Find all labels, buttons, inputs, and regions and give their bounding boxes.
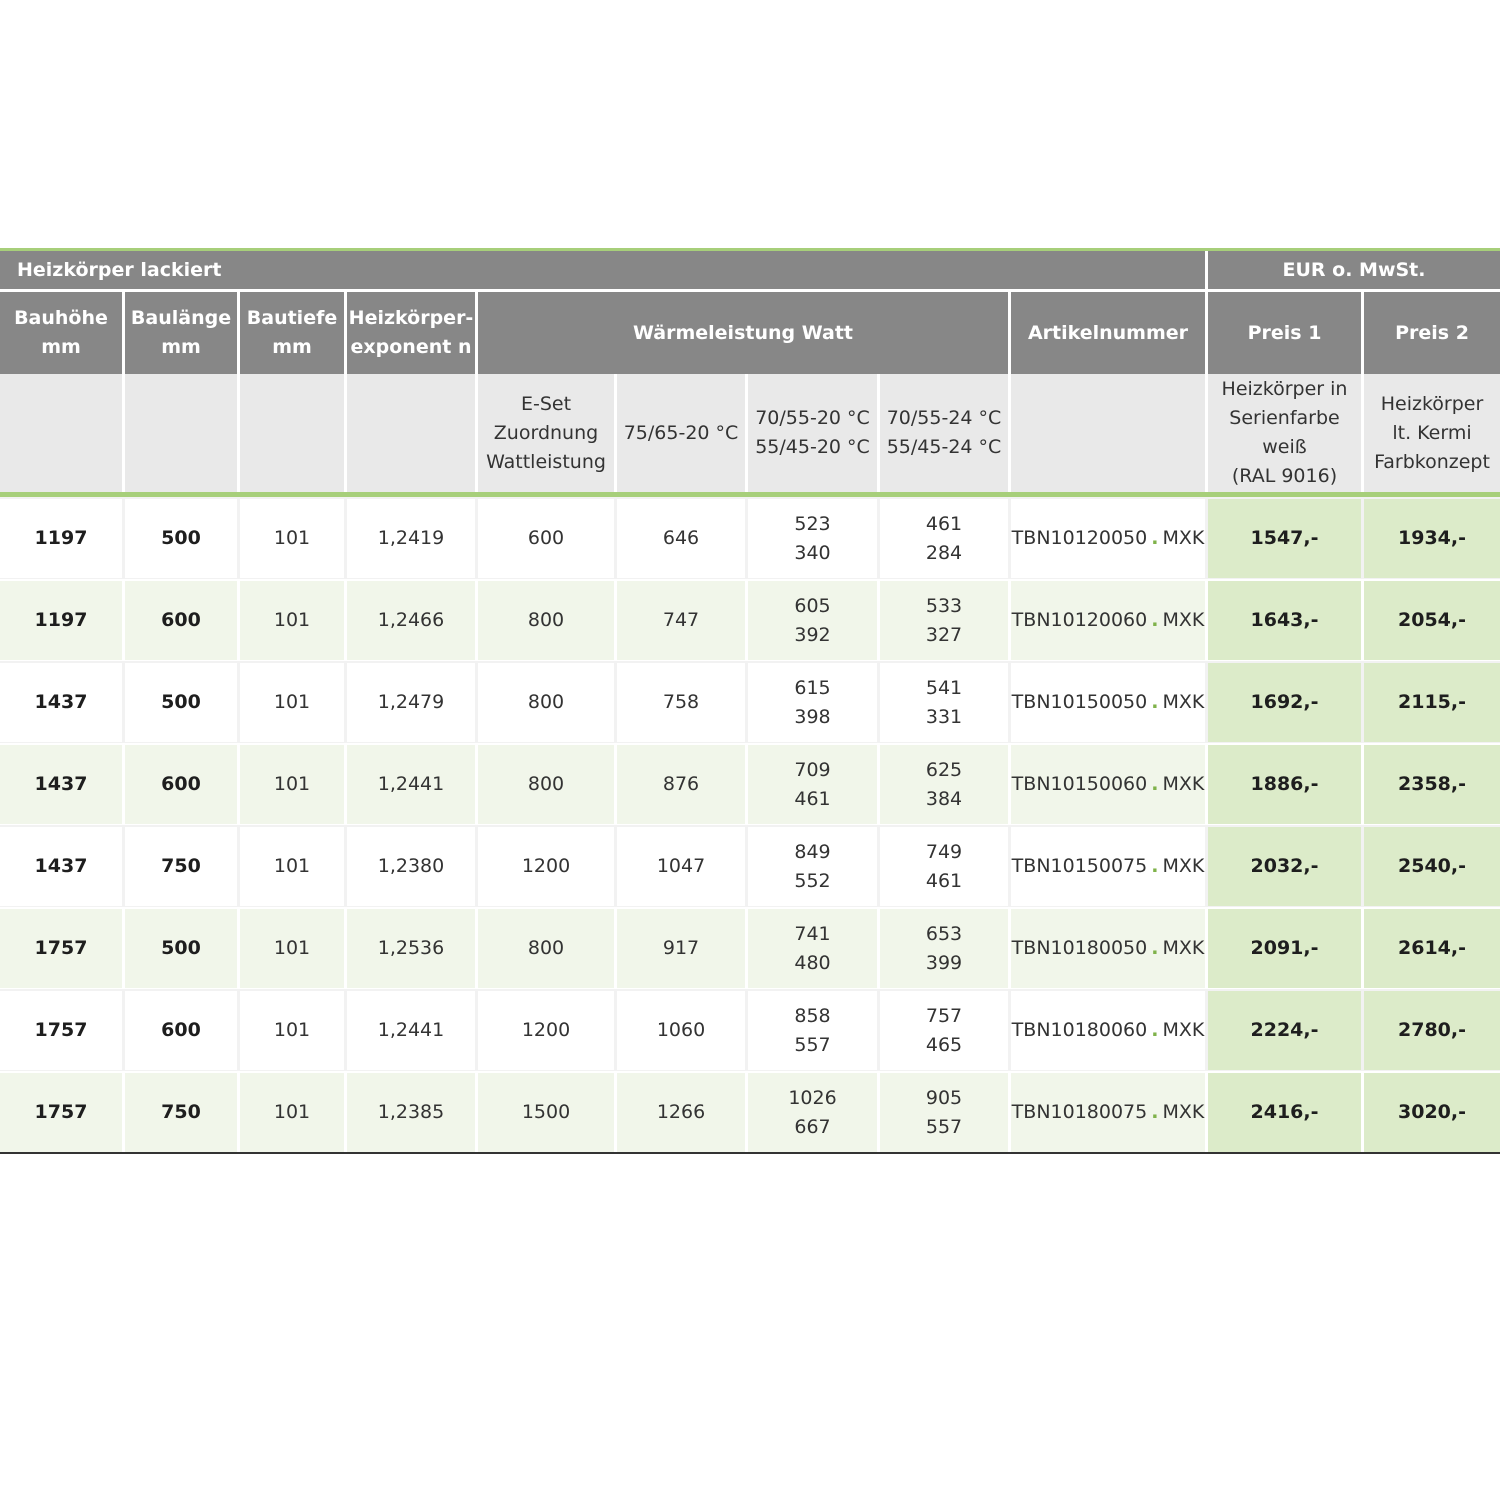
cell-t: 101 bbox=[240, 827, 344, 906]
subheader-preis2-line1: Heizkörper bbox=[1380, 392, 1484, 415]
article-number-suffix: MXK bbox=[1162, 855, 1205, 877]
col-header-bauhoehe-line1: Bauhöhe bbox=[14, 307, 108, 329]
col-header-baulaenge-line1: Baulänge bbox=[130, 307, 232, 329]
cell-w70-line1: 709 bbox=[794, 758, 831, 781]
cell-art bbox=[1011, 499, 1205, 578]
subheader-eset-line1: E-Set bbox=[520, 392, 572, 415]
cell-w24-line2: 284 bbox=[925, 541, 963, 564]
cell-w24 bbox=[880, 1073, 1008, 1152]
cell-h: 1437 bbox=[0, 827, 122, 906]
cell-t: 101 bbox=[240, 499, 344, 578]
cell-eset: 1200 bbox=[478, 991, 614, 1070]
cell-l: 600 bbox=[125, 991, 237, 1070]
col-header-bauhoehe-line2: mm bbox=[41, 336, 81, 358]
subheader-preis2 bbox=[1364, 374, 1500, 492]
cell-w70 bbox=[748, 909, 877, 988]
cell-w24-line1: 653 bbox=[925, 922, 963, 945]
cell-w75: 646 bbox=[617, 499, 745, 578]
article-number-suffix: MXK bbox=[1162, 691, 1205, 713]
article-number-base: TBN10150060 bbox=[1011, 773, 1148, 795]
cell-n: 1,2479 bbox=[347, 663, 475, 742]
separator-dot-icon: . bbox=[1151, 855, 1159, 877]
cell-w24-line2: 399 bbox=[925, 951, 963, 974]
article-number-base: TBN10120060 bbox=[1011, 609, 1148, 631]
cell-w75: 758 bbox=[617, 663, 745, 742]
cell-w70-line2: 340 bbox=[794, 541, 831, 564]
cell-p2: 2115,- bbox=[1364, 663, 1500, 742]
col-header-exponent-line2: exponent n bbox=[350, 336, 472, 358]
col-header-exponent-line1: Heizkörper- bbox=[348, 307, 474, 329]
cell-w24-line1: 533 bbox=[925, 594, 963, 617]
subheader-preis1 bbox=[1208, 374, 1361, 492]
article-number-base: TBN10150075 bbox=[1011, 855, 1148, 877]
cell-w70-line1: 615 bbox=[794, 676, 831, 699]
cell-h: 1757 bbox=[0, 991, 122, 1070]
subheader-t70-20-line1: 70/55-20 °C bbox=[755, 407, 870, 429]
cell-w24 bbox=[880, 745, 1008, 824]
article-number-base: TBN10180075 bbox=[1011, 1101, 1148, 1123]
cell-t: 101 bbox=[240, 581, 344, 660]
col-header-preis1: Preis 1 bbox=[1208, 292, 1361, 374]
cell-p1: 1643,- bbox=[1208, 581, 1361, 660]
subheader-eset-line3: Wattleistung bbox=[486, 450, 606, 473]
cell-w70-line1: 849 bbox=[794, 840, 831, 863]
cell-h: 1757 bbox=[0, 1073, 122, 1152]
cell-t: 101 bbox=[240, 991, 344, 1070]
cell-p1: 2032,- bbox=[1208, 827, 1361, 906]
cell-l: 500 bbox=[125, 663, 237, 742]
cell-w70-line1: 858 bbox=[794, 1004, 831, 1027]
subheader-empty-2 bbox=[125, 374, 237, 492]
cell-w24-line2: 557 bbox=[925, 1115, 963, 1138]
cell-w70 bbox=[748, 581, 877, 660]
subheader-t70-24 bbox=[880, 374, 1008, 492]
cell-w75: 1266 bbox=[617, 1073, 745, 1152]
cell-w24 bbox=[880, 499, 1008, 578]
cell-eset: 1500 bbox=[478, 1073, 614, 1152]
cell-p2: 1934,- bbox=[1364, 499, 1500, 578]
table-title: Heizkörper lackiert bbox=[0, 251, 1205, 289]
cell-w24-line2: 384 bbox=[925, 787, 963, 810]
article-number-suffix: MXK bbox=[1162, 1019, 1205, 1041]
col-header-baulaenge-line2: mm bbox=[161, 336, 201, 358]
cell-p2: 2358,- bbox=[1364, 745, 1500, 824]
cell-p2: 2780,- bbox=[1364, 991, 1500, 1070]
cell-w24-line2: 331 bbox=[925, 705, 963, 728]
cell-w70-line1: 605 bbox=[794, 594, 831, 617]
cell-w70-line2: 398 bbox=[794, 705, 831, 728]
col-header-waermeleistung: Wärmeleistung Watt bbox=[478, 292, 1008, 374]
col-header-artikelnummer: Artikelnummer bbox=[1011, 292, 1205, 374]
cell-l: 500 bbox=[125, 499, 237, 578]
subheader-empty-3 bbox=[240, 374, 344, 492]
subheader-empty-1 bbox=[0, 374, 122, 492]
cell-eset: 800 bbox=[478, 909, 614, 988]
cell-eset: 600 bbox=[478, 499, 614, 578]
article-number-suffix: MXK bbox=[1162, 609, 1205, 631]
separator-dot-icon: . bbox=[1151, 691, 1159, 713]
col-header-bauhoehe bbox=[0, 292, 122, 374]
cell-w24-line1: 749 bbox=[925, 840, 963, 863]
cell-w24 bbox=[880, 909, 1008, 988]
cell-t: 101 bbox=[240, 1073, 344, 1152]
cell-w70-line2: 392 bbox=[794, 623, 831, 646]
cell-p2: 2054,- bbox=[1364, 581, 1500, 660]
cell-h: 1437 bbox=[0, 745, 122, 824]
cell-h: 1197 bbox=[0, 581, 122, 660]
subheader-empty-4 bbox=[347, 374, 475, 492]
cell-w70 bbox=[748, 827, 877, 906]
cell-w70-line2: 480 bbox=[794, 951, 831, 974]
article-number-base: TBN10120050 bbox=[1011, 527, 1148, 549]
separator-dot-icon: . bbox=[1151, 937, 1159, 959]
subheader-t70-24-line1: 70/55-24 °C bbox=[886, 407, 1002, 429]
cell-w24-line1: 461 bbox=[925, 512, 963, 535]
cell-n: 1,2466 bbox=[347, 581, 475, 660]
subheader-preis2-line2: lt. Kermi bbox=[1392, 421, 1472, 444]
cell-w24-line1: 541 bbox=[925, 676, 963, 699]
cell-l: 600 bbox=[125, 581, 237, 660]
cell-l: 750 bbox=[125, 1073, 237, 1152]
cell-eset: 800 bbox=[478, 581, 614, 660]
subheader-t70-20 bbox=[748, 374, 877, 492]
subheader-t75: 75/65-20 °C bbox=[617, 374, 745, 492]
cell-n: 1,2380 bbox=[347, 827, 475, 906]
cell-p2: 3020,- bbox=[1364, 1073, 1500, 1152]
col-header-bautiefe-line1: Bautiefe bbox=[246, 307, 338, 329]
cell-w75: 747 bbox=[617, 581, 745, 660]
cell-w24 bbox=[880, 827, 1008, 906]
cell-w24-line1: 625 bbox=[925, 758, 963, 781]
cell-n: 1,2385 bbox=[347, 1073, 475, 1152]
cell-h: 1437 bbox=[0, 663, 122, 742]
cell-p2: 2614,- bbox=[1364, 909, 1500, 988]
cell-w24-line1: 757 bbox=[925, 1004, 963, 1027]
cell-art bbox=[1011, 1073, 1205, 1152]
subheader-preis1-line1: Heizkörper in bbox=[1221, 378, 1348, 400]
cell-w70 bbox=[748, 499, 877, 578]
separator-dot-icon: . bbox=[1151, 609, 1159, 631]
cell-l: 750 bbox=[125, 827, 237, 906]
cell-w70 bbox=[748, 991, 877, 1070]
cell-eset: 1200 bbox=[478, 827, 614, 906]
col-header-preis2: Preis 2 bbox=[1364, 292, 1500, 374]
table-bottom-rule bbox=[0, 1152, 1500, 1154]
cell-art bbox=[1011, 663, 1205, 742]
cell-eset: 800 bbox=[478, 663, 614, 742]
subheader-empty-art bbox=[1011, 374, 1205, 492]
col-header-bautiefe bbox=[240, 292, 344, 374]
article-number-suffix: MXK bbox=[1162, 773, 1205, 795]
subheader-t70-20-line2: 55/45-20 °C bbox=[755, 436, 870, 458]
article-number-base: TBN10180060 bbox=[1011, 1019, 1148, 1041]
article-number-suffix: MXK bbox=[1162, 1101, 1205, 1123]
cell-art bbox=[1011, 745, 1205, 824]
cell-l: 500 bbox=[125, 909, 237, 988]
cell-w24-line1: 905 bbox=[925, 1086, 963, 1109]
cell-w24 bbox=[880, 991, 1008, 1070]
cell-n: 1,2441 bbox=[347, 991, 475, 1070]
cell-p1: 1886,- bbox=[1208, 745, 1361, 824]
cell-w70-line2: 552 bbox=[794, 869, 831, 892]
subheader-preis2-line3: Farbkonzept bbox=[1374, 450, 1490, 473]
col-header-baulaenge bbox=[125, 292, 237, 374]
col-header-bautiefe-line2: mm bbox=[272, 336, 312, 358]
cell-art bbox=[1011, 581, 1205, 660]
cell-w70-line1: 1026 bbox=[788, 1086, 837, 1109]
subheader-preis1-line3: (RAL 9016) bbox=[1231, 465, 1338, 487]
cell-p2: 2540,- bbox=[1364, 827, 1500, 906]
cell-h: 1197 bbox=[0, 499, 122, 578]
cell-w75: 917 bbox=[617, 909, 745, 988]
currency-note: EUR o. MwSt. bbox=[1208, 251, 1500, 289]
cell-w70 bbox=[748, 663, 877, 742]
subheader-t70-24-line2: 55/45-24 °C bbox=[886, 436, 1002, 458]
subheader-eset-line2: Zuordnung bbox=[493, 421, 599, 444]
cell-t: 101 bbox=[240, 745, 344, 824]
cell-n: 1,2441 bbox=[347, 745, 475, 824]
separator-dot-icon: . bbox=[1151, 527, 1159, 549]
cell-p1: 2091,- bbox=[1208, 909, 1361, 988]
cell-w75: 1047 bbox=[617, 827, 745, 906]
cell-art bbox=[1011, 909, 1205, 988]
separator-dot-icon: . bbox=[1151, 1019, 1159, 1041]
article-number-base: TBN10150050 bbox=[1011, 691, 1148, 713]
col-header-exponent bbox=[347, 292, 475, 374]
cell-w70-line2: 667 bbox=[794, 1115, 831, 1138]
cell-p1: 1692,- bbox=[1208, 663, 1361, 742]
cell-n: 1,2536 bbox=[347, 909, 475, 988]
cell-h: 1757 bbox=[0, 909, 122, 988]
cell-w24 bbox=[880, 581, 1008, 660]
cell-w70-line1: 741 bbox=[794, 922, 831, 945]
cell-p1: 2416,- bbox=[1208, 1073, 1361, 1152]
cell-l: 600 bbox=[125, 745, 237, 824]
cell-t: 101 bbox=[240, 663, 344, 742]
separator-dot-icon: . bbox=[1151, 773, 1159, 795]
cell-w75: 876 bbox=[617, 745, 745, 824]
cell-n: 1,2419 bbox=[347, 499, 475, 578]
cell-w24-line2: 327 bbox=[925, 623, 963, 646]
cell-w24 bbox=[880, 663, 1008, 742]
subheader-eset bbox=[478, 374, 614, 492]
cell-w70-line2: 461 bbox=[794, 787, 831, 810]
subheader-preis1-line2: Serienfarbe weiß bbox=[1229, 407, 1340, 458]
cell-art bbox=[1011, 827, 1205, 906]
separator-dot-icon: . bbox=[1151, 1101, 1159, 1123]
cell-art bbox=[1011, 991, 1205, 1070]
cell-w75: 1060 bbox=[617, 991, 745, 1070]
cell-w70-line2: 557 bbox=[794, 1033, 831, 1056]
cell-w24-line2: 461 bbox=[925, 869, 963, 892]
cell-eset: 800 bbox=[478, 745, 614, 824]
article-number-suffix: MXK bbox=[1162, 527, 1205, 549]
cell-w70 bbox=[748, 1073, 877, 1152]
cell-t: 101 bbox=[240, 909, 344, 988]
cell-p1: 1547,- bbox=[1208, 499, 1361, 578]
cell-w70 bbox=[748, 745, 877, 824]
cell-p1: 2224,- bbox=[1208, 991, 1361, 1070]
cell-w24-line2: 465 bbox=[925, 1033, 963, 1056]
article-number-suffix: MXK bbox=[1162, 937, 1205, 959]
cell-w70-line1: 523 bbox=[794, 512, 831, 535]
article-number-base: TBN10180050 bbox=[1011, 937, 1148, 959]
